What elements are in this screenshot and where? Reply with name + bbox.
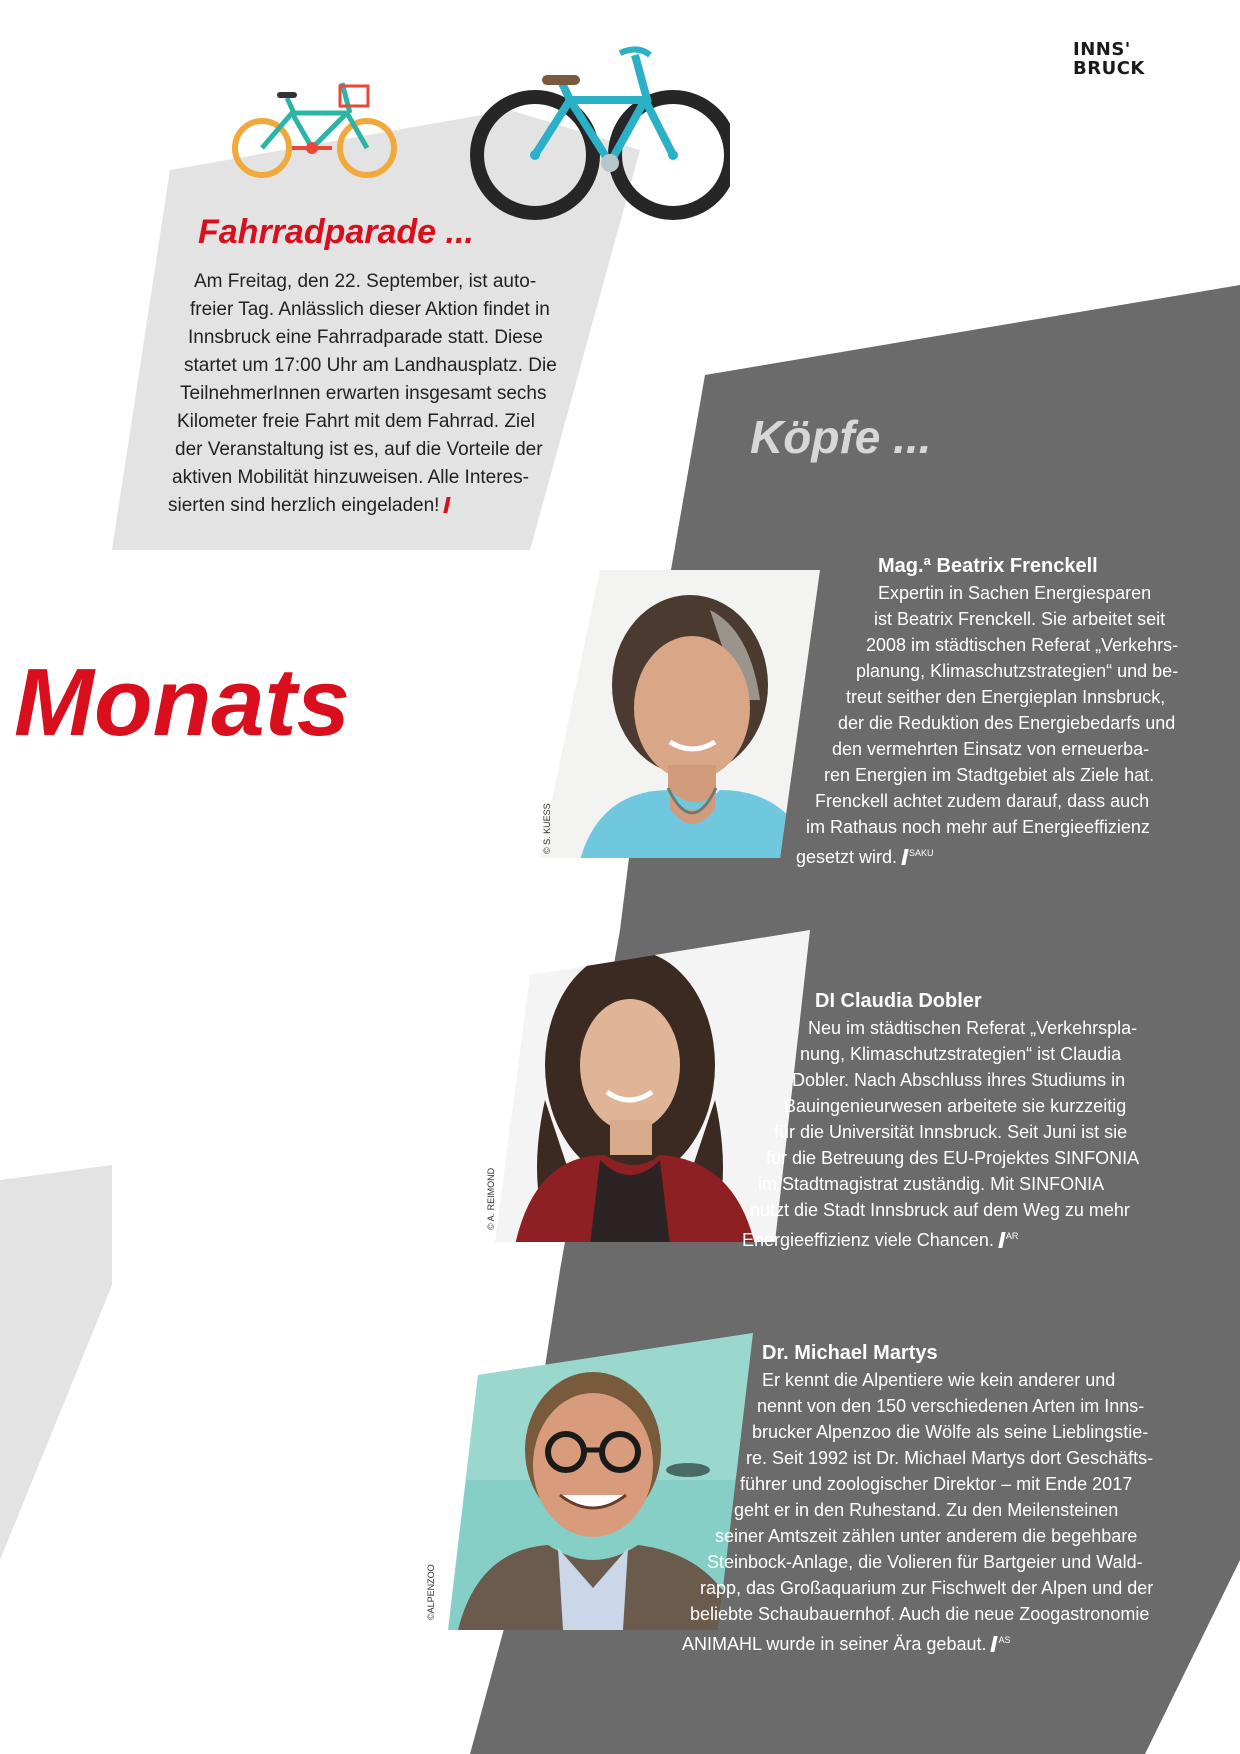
text-line: der die Reduktion des Energiebedarfs und xyxy=(838,713,1176,733)
text-line: sierten sind herzlich eingeladen! xyxy=(168,495,440,516)
innsbruck-logo xyxy=(1073,40,1145,78)
text-line: ren Energien im Stadtgebiet als Ziele hat. xyxy=(824,765,1155,785)
monats-heading: Monats xyxy=(14,649,350,756)
text-line: Dobler. Nach Abschluss ihres Studiums in xyxy=(792,1070,1126,1090)
person-name: Mag.ª Beatrix Frenckell xyxy=(878,555,1098,577)
text-line: beliebte Schaubauernhof. Auch die neue Zoogastronomie xyxy=(690,1604,1150,1624)
text-line: ANIMAHL wurde in seiner Ära gebaut. xyxy=(682,1634,987,1654)
person-name: Dr. Michael Martys xyxy=(762,1342,938,1364)
text-line: seiner Amtszeit zählen unter anderem die begehbare xyxy=(715,1526,1138,1546)
text-line: nennt von den 150 verschiedenen Arten im Inns- xyxy=(757,1396,1145,1416)
text-line-last xyxy=(168,492,449,520)
koepfe-heading: Köpfe ... xyxy=(750,411,932,463)
photo-credit: © A. REIMOND xyxy=(486,1167,496,1230)
text-line: Energieeffizienz viele Chancen. xyxy=(742,1230,994,1250)
author-signature: AS xyxy=(998,1635,1011,1645)
text-line: rapp, das Großaquarium zur Fischwelt der Alpen und der xyxy=(700,1578,1154,1598)
text-line: für die Betreuung des EU-Projektes SINFONIA xyxy=(766,1148,1140,1168)
author-signature: SAKU xyxy=(909,848,934,858)
text-line: aktiven Mobilität hinzuweisen. Alle Interes- xyxy=(172,467,529,488)
text-line-last xyxy=(796,840,934,870)
end-mark-icon xyxy=(901,849,908,865)
text-line: nung, Klimaschutzstrategien“ ist Claudia xyxy=(800,1044,1122,1064)
text-line: ist Beatrix Frenckell. Sie arbeitet seit xyxy=(874,609,1166,629)
text-line: Steinbock-Anlage, die Volieren für Bartgeier und Wald- xyxy=(707,1552,1143,1572)
logo-line-2: BRUCK xyxy=(1073,58,1145,79)
text-line-last xyxy=(742,1223,1018,1253)
text-line: brucker Alpenzoo die Wölfe als seine Lieblingstie- xyxy=(752,1422,1149,1442)
bicycle-small-icon xyxy=(232,68,402,188)
end-mark-icon xyxy=(998,1232,1005,1248)
text-line: im Rathaus noch mehr auf Energieeffizienz xyxy=(806,817,1150,837)
text-line: 2008 im städtischen Referat „Verkehrs- xyxy=(866,635,1179,655)
text-line: den vermehrten Einsatz von erneuerba- xyxy=(832,739,1150,759)
text-line: Innsbruck eine Fahrradparade statt. Diese xyxy=(188,327,543,348)
person-name: DI Claudia Dobler xyxy=(815,990,982,1012)
text-line: Bauingenieurwesen arbeitete sie kurzzeitig xyxy=(784,1096,1127,1116)
bicycle-large-icon xyxy=(470,45,730,220)
text-line-last xyxy=(682,1627,1011,1657)
text-line: Am Freitag, den 22. September, ist auto- xyxy=(194,271,537,292)
text-line: freier Tag. Anlässlich dieser Aktion findet in xyxy=(190,299,550,320)
fahrradparade-heading: Fahrradparade ... xyxy=(198,213,474,251)
text-line: re. Seit 1992 ist Dr. Michael Martys dort Geschäfts- xyxy=(746,1448,1154,1468)
text-line: gesetzt wird. xyxy=(796,847,898,867)
text-line: für die Universität Innsbruck. Seit Juni ist sie xyxy=(774,1122,1128,1142)
text-line: Expertin in Sachen Energiesparen xyxy=(878,583,1152,603)
text-line: der Veranstaltung ist es, auf die Vorteile der xyxy=(175,439,543,460)
text-line: führer und zoologischer Direktor – mit Ende 2017 xyxy=(740,1474,1133,1494)
text-line: Frenckell achtet zudem darauf, dass auch xyxy=(815,791,1150,811)
photo-credit: ©ALPENZOO xyxy=(426,1564,436,1620)
text-line: geht er in den Ruhestand. Zu den Meilensteinen xyxy=(734,1500,1119,1520)
portrait-beatrix-frenckell xyxy=(540,570,820,860)
photo-credit: © S. KUESS xyxy=(542,803,552,854)
left-grey-shape xyxy=(0,1165,112,1560)
text-line: TeilnehmerInnen erwarten insgesamt sechs xyxy=(180,383,547,404)
text-line: im Stadtmagistrat zuständig. Mit SINFONIA xyxy=(758,1174,1105,1194)
author-signature: AR xyxy=(1005,1231,1019,1241)
text-line: planung, Klimaschutzstrategien“ und be- xyxy=(856,661,1179,681)
text-line: startet um 17:00 Uhr am Landhausplatz. Die xyxy=(184,355,557,376)
text-line: Kilometer freie Fahrt mit dem Fahrrad. Ziel xyxy=(177,411,535,432)
text-line: treut seither den Energieplan Innsbruck, xyxy=(846,687,1166,707)
text-line: Neu im städtischen Referat „Verkehrspla- xyxy=(808,1018,1138,1038)
logo-line-1: INNS' xyxy=(1073,39,1131,60)
text-line: nutzt die Stadt Innsbruck auf dem Weg zu mehr xyxy=(750,1200,1130,1220)
text-line: Er kennt die Alpentiere wie kein anderer und xyxy=(762,1370,1116,1390)
